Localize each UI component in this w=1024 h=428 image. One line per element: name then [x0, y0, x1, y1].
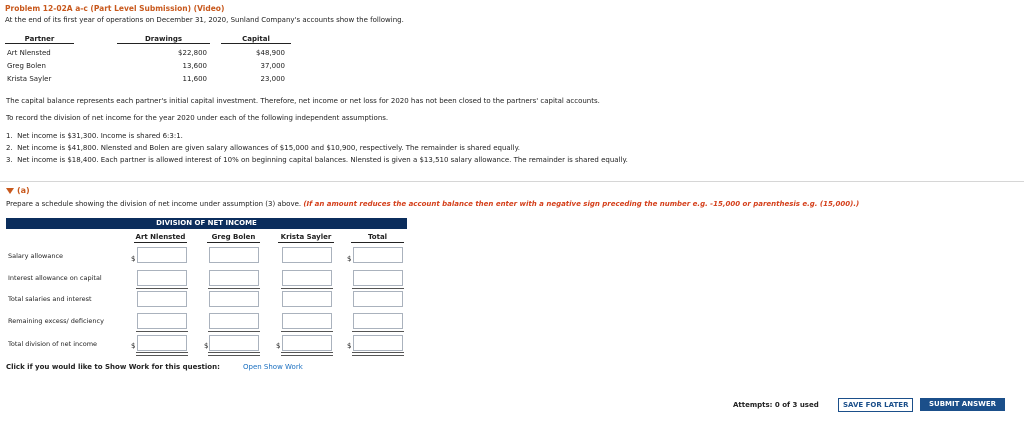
show-work-prompt: Click if you would like to Show Work for this question:	[6, 363, 220, 371]
row-label-interest: Interest allowance on capital	[8, 274, 102, 282]
save-for-later-button[interactable]: SAVE FOR LATER	[838, 398, 913, 412]
salary-bolen-input[interactable]	[209, 247, 259, 263]
header-partner: Partner	[5, 35, 74, 44]
subtotal-rule	[352, 288, 404, 289]
total-division-total-input[interactable]	[353, 335, 403, 351]
section-divider	[0, 181, 1024, 182]
record-note: To record the division of net income for the year 2020 under each of the following independent assumptions.	[6, 114, 389, 122]
assumption-number: 3.	[6, 156, 13, 164]
submit-answer-button[interactable]: SUBMIT ANSWER	[920, 398, 1005, 411]
total-salaries-sayler-input[interactable]	[282, 291, 332, 307]
partner-row	[5, 45, 293, 58]
total-salaries-bolen-input[interactable]	[209, 291, 259, 307]
partner-name: Greg Bolen	[7, 62, 46, 70]
attempts-counter: Attempts: 0 of 3 used	[733, 401, 819, 409]
header-drawings: Drawings	[117, 35, 210, 44]
currency-sign: $	[347, 255, 352, 263]
row-label-salary: Salary allowance	[8, 252, 64, 260]
assumption-text: Net income is $41,800. Nlensted and Bolen are given salary allowances of $15,000 and $10,900, respectively. The remainder is shared equally.	[17, 144, 520, 152]
partners-table	[5, 34, 293, 84]
open-show-work-link[interactable]: Open Show Work	[243, 363, 303, 371]
interest-nlensted-input[interactable]	[137, 270, 187, 286]
double-underline	[208, 352, 260, 356]
assumption-text: Net income is $18,400. Each partner is allowed interest of 10% on beginning capital balances. Nlensted is given a $13,510 salary allowance. The remainder is shared equally.	[17, 156, 628, 164]
salary-sayler-input[interactable]	[282, 247, 332, 263]
subtotal-rule	[352, 331, 404, 332]
subtotal-rule	[136, 331, 188, 332]
partner-name: Art Nlensted	[7, 49, 51, 57]
assumption-item	[6, 156, 628, 164]
interest-sayler-input[interactable]	[282, 270, 332, 286]
total-division-bolen-input[interactable]	[209, 335, 259, 351]
remaining-sayler-input[interactable]	[282, 313, 332, 329]
remaining-bolen-input[interactable]	[209, 313, 259, 329]
instruction-note: (If an amount reduces the account balance then enter with a negative sign preceding the number e.g. -15,000 or parenthesis e.g. (15,000).)	[303, 200, 860, 208]
assumption-number: 1.	[6, 132, 13, 140]
salary-nlensted-input[interactable]	[137, 247, 187, 263]
collapse-triangle-icon[interactable]	[6, 188, 14, 194]
partner-capital: 37,000	[260, 62, 285, 70]
interest-total-input[interactable]	[353, 270, 403, 286]
partner-name: Krista Sayler	[7, 75, 52, 83]
partner-drawings: 13,600	[182, 62, 207, 70]
interest-bolen-input[interactable]	[209, 270, 259, 286]
subtotal-rule	[281, 288, 333, 289]
partner-capital: 23,000	[260, 75, 285, 83]
subtotal-rule	[208, 331, 260, 332]
partner-drawings: 11,600	[182, 75, 207, 83]
assumption-number: 2.	[6, 144, 13, 152]
double-underline	[352, 352, 404, 356]
column-header-nlensted: Art Nlensted	[135, 233, 186, 241]
remaining-nlensted-input[interactable]	[137, 313, 187, 329]
total-division-sayler-input[interactable]	[282, 335, 332, 351]
problem-title: Problem 12-02A a-c (Part Level Submission) (Video)	[5, 4, 225, 13]
remaining-total-input[interactable]	[353, 313, 403, 329]
assumption-item	[6, 144, 520, 152]
schedule-header: DIVISION OF NET INCOME	[6, 218, 407, 229]
partner-drawings: $22,800	[178, 49, 207, 57]
assumption-item	[6, 132, 183, 140]
total-salaries-nlensted-input[interactable]	[137, 291, 187, 307]
double-underline	[136, 352, 188, 356]
total-salaries-total-input[interactable]	[353, 291, 403, 307]
currency-sign: $	[204, 342, 209, 350]
part-a-instruction: Prepare a schedule showing the division of net income under assumption (3) above. (If an amount reduces the account balance then enter with a negative sign preceding the number e.g. -15,000 or parenthesis e.g. (15,000).)	[6, 200, 860, 208]
subtotal-rule	[208, 288, 260, 289]
currency-sign: $	[131, 342, 136, 350]
partner-row	[5, 71, 293, 84]
column-header-sayler: Krista Sayler	[278, 233, 334, 243]
salary-total-input[interactable]	[353, 247, 403, 263]
partner-capital: $48,900	[256, 49, 285, 57]
currency-sign: $	[131, 255, 136, 263]
header-capital: Capital	[221, 35, 291, 44]
double-underline	[281, 352, 333, 356]
currency-sign: $	[347, 342, 352, 350]
row-label-remaining: Remaining excess/ deficiency	[8, 317, 104, 325]
column-header-total: Total	[351, 233, 404, 243]
row-label-total-division: Total division of net income	[8, 340, 98, 348]
assumption-text: Net income is $31,300. Income is shared 6:3:1.	[17, 132, 183, 140]
currency-sign: $	[276, 342, 281, 350]
problem-intro: At the end of its first year of operations on December 31, 2020, Sunland Company's accounts show the following.	[5, 16, 404, 24]
capital-note: The capital balance represents each partner's initial capital investment. Therefore, net income or net loss for 2020 has not been closed to the partners' capital accounts.	[6, 97, 600, 105]
partner-row	[5, 58, 293, 71]
total-division-nlensted-input[interactable]	[137, 335, 187, 351]
row-label-total-salaries: Total salaries and interest	[8, 295, 92, 303]
part-a-toggle[interactable]: (a)	[6, 186, 30, 195]
column-header-bolen: Greg Bolen	[207, 233, 260, 243]
subtotal-rule	[281, 331, 333, 332]
subtotal-rule	[136, 288, 188, 289]
